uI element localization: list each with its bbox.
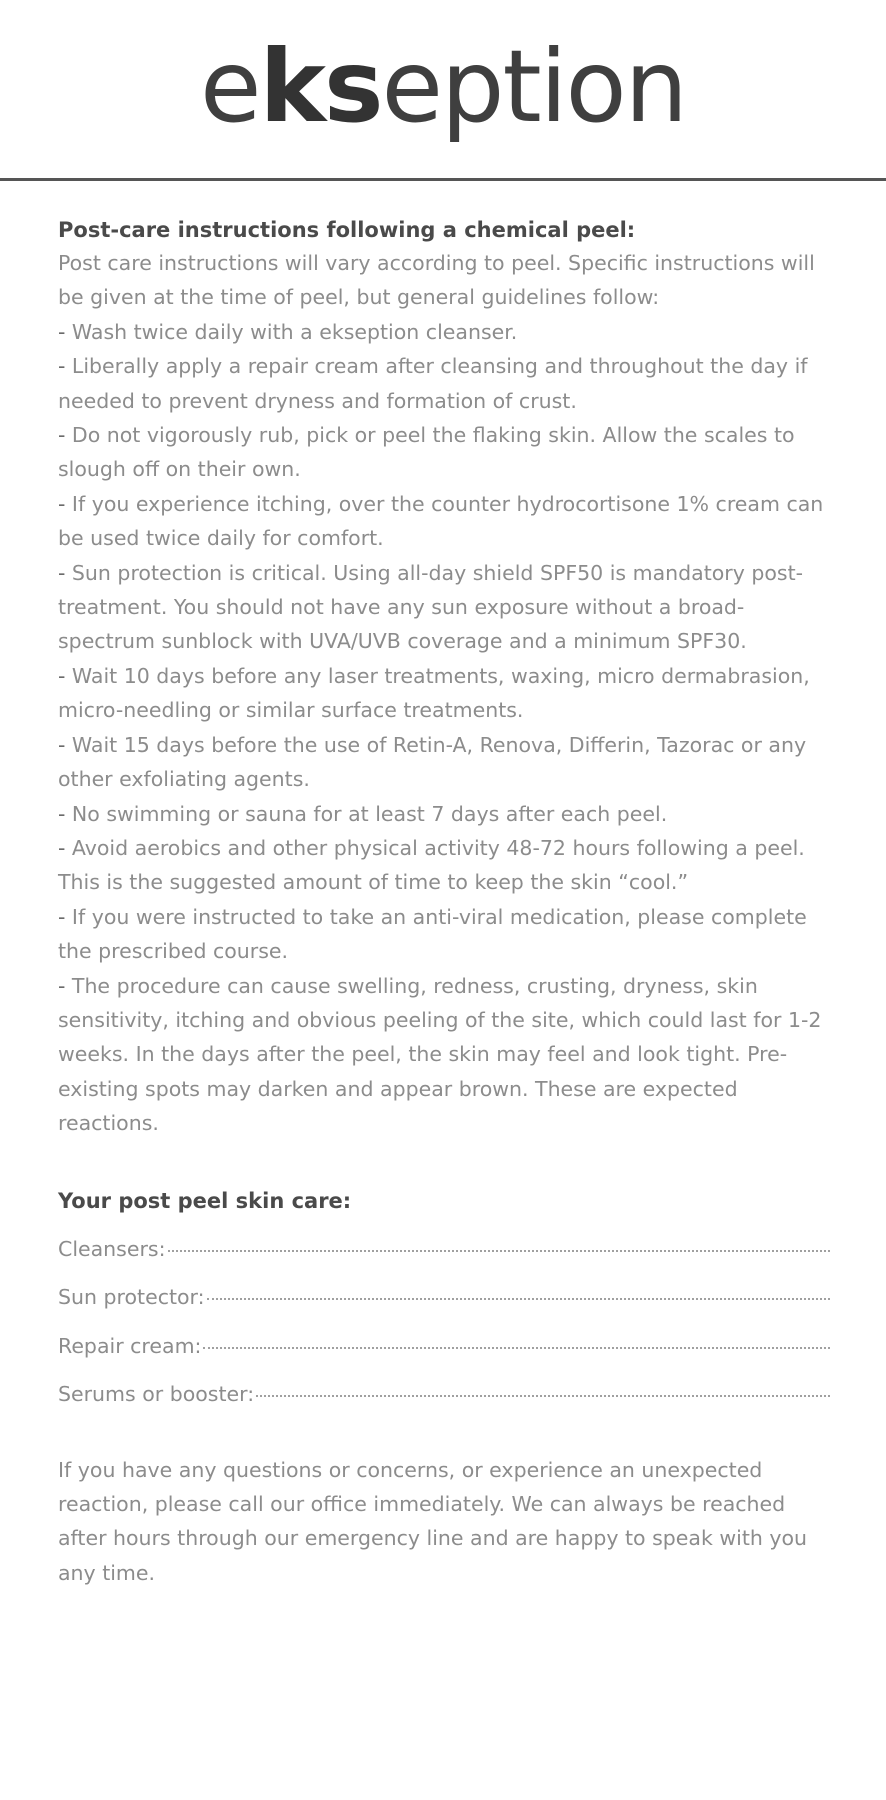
brand-logo <box>0 28 886 145</box>
fill-in-line[interactable] <box>207 1298 830 1300</box>
field-label: Cleansers: <box>58 1236 166 1261</box>
bullet-dash: - <box>58 973 72 998</box>
instruction-item <box>58 349 830 418</box>
instruction-item <box>58 900 830 969</box>
instruction-text: If you experience itching, over the counter hydrocortisone 1% cream can be used twice daily for comfort. <box>58 491 824 551</box>
instruction-item <box>58 487 830 556</box>
header-divider <box>0 178 886 181</box>
fill-in-line[interactable] <box>256 1395 830 1397</box>
bullet-dash: - <box>58 904 72 929</box>
logo-part-1: e <box>199 28 260 145</box>
post-care-intro: Post care instructions will vary according to peel. Specific instructions will be given at the time of peel, but general guidelines follow: <box>58 251 815 310</box>
instruction-list <box>58 315 830 1141</box>
instruction-text: If you were instructed to take an anti-viral medication, please complete the prescribed course. <box>58 904 807 964</box>
instruction-text: Liberally apply a repair cream after cleansing and throughout the day if needed to prevent dryness and formation of crust. <box>58 354 808 413</box>
instruction-text: Sun protection is critical. Using all-day shield SPF50 is mandatory post-treatment. You should not have any sun exposure without a broad-spectrum sunblock with UVA/UVB coverage and a minimum SPF30. <box>58 560 804 654</box>
bullet-dash: - <box>58 732 72 757</box>
instruction-text: Wash twice daily with a ekseption cleanser. <box>71 319 518 344</box>
logo-part-2: eption <box>381 28 687 145</box>
instruction-text: Wait 10 days before any laser treatments, waxing, micro dermabrasion, micro-needling or similar surface treatments. <box>58 663 810 723</box>
fill-in-line[interactable] <box>203 1347 830 1349</box>
instruction-item <box>58 315 830 349</box>
instruction-item <box>58 418 830 487</box>
bullet-dash: - <box>58 801 72 826</box>
logo-part-bold: ks <box>259 28 382 145</box>
field-label: Sun protector: <box>58 1285 205 1310</box>
instruction-item <box>58 728 830 797</box>
instruction-text: The procedure can cause swelling, redness, crusting, dryness, skin sensitivity, itching and obvious peeling of the site, which could last for 1-2 weeks. In the days after the peel, the skin may feel and look tight. Pre-existing spots may darken and appear brown. These are expected reactions. <box>58 973 822 1136</box>
instruction-item <box>58 969 830 1141</box>
bullet-dash: - <box>58 423 72 448</box>
bullet-dash: - <box>58 560 72 585</box>
instruction-text: Do not vigorously rub, pick or peel the flaking skin. Allow the scales to slough off on their own. <box>58 423 795 482</box>
bullet-dash: - <box>58 835 72 860</box>
bullet-dash: - <box>58 354 72 379</box>
instruction-item <box>58 659 830 728</box>
field-label: Serums or booster: <box>58 1382 255 1407</box>
fill-in-field-cleansers <box>58 1225 830 1274</box>
page-header <box>0 0 886 178</box>
skin-care-section <box>58 1185 830 1419</box>
instruction-item <box>58 556 830 659</box>
fill-in-line[interactable] <box>168 1250 831 1252</box>
fill-in-field-repair-cream <box>58 1322 830 1371</box>
post-care-heading: Post-care instructions following a chemical peel: <box>58 218 636 242</box>
bullet-dash: - <box>58 319 72 344</box>
fill-in-field-sun-protector <box>58 1273 830 1322</box>
instruction-item <box>58 797 830 831</box>
field-label: Repair cream: <box>58 1333 202 1358</box>
instruction-item <box>58 831 830 900</box>
document-body <box>58 214 830 1590</box>
closing-paragraph: If you have any questions or concerns, or experience an unexpected reaction, please call our office immediately. We can always be reached after hours through our emergency line and are happy to speak with you any time. <box>58 1457 808 1585</box>
instruction-text: Avoid aerobics and other physical activity 48-72 hours following a peel. This is the suggested amount of time to keep the skin “cool.” <box>58 835 805 895</box>
instruction-text: Wait 15 days before the use of Retin-A, Renova, Differin, Tazorac or any other exfoliating agents. <box>58 732 807 792</box>
bullet-dash: - <box>58 663 72 688</box>
bullet-dash: - <box>58 491 72 516</box>
fill-in-field-serums <box>58 1370 830 1419</box>
instruction-text: No swimming or sauna for at least 7 days after each peel. <box>71 801 668 826</box>
skin-care-heading: Your post peel skin care: <box>58 1188 352 1213</box>
